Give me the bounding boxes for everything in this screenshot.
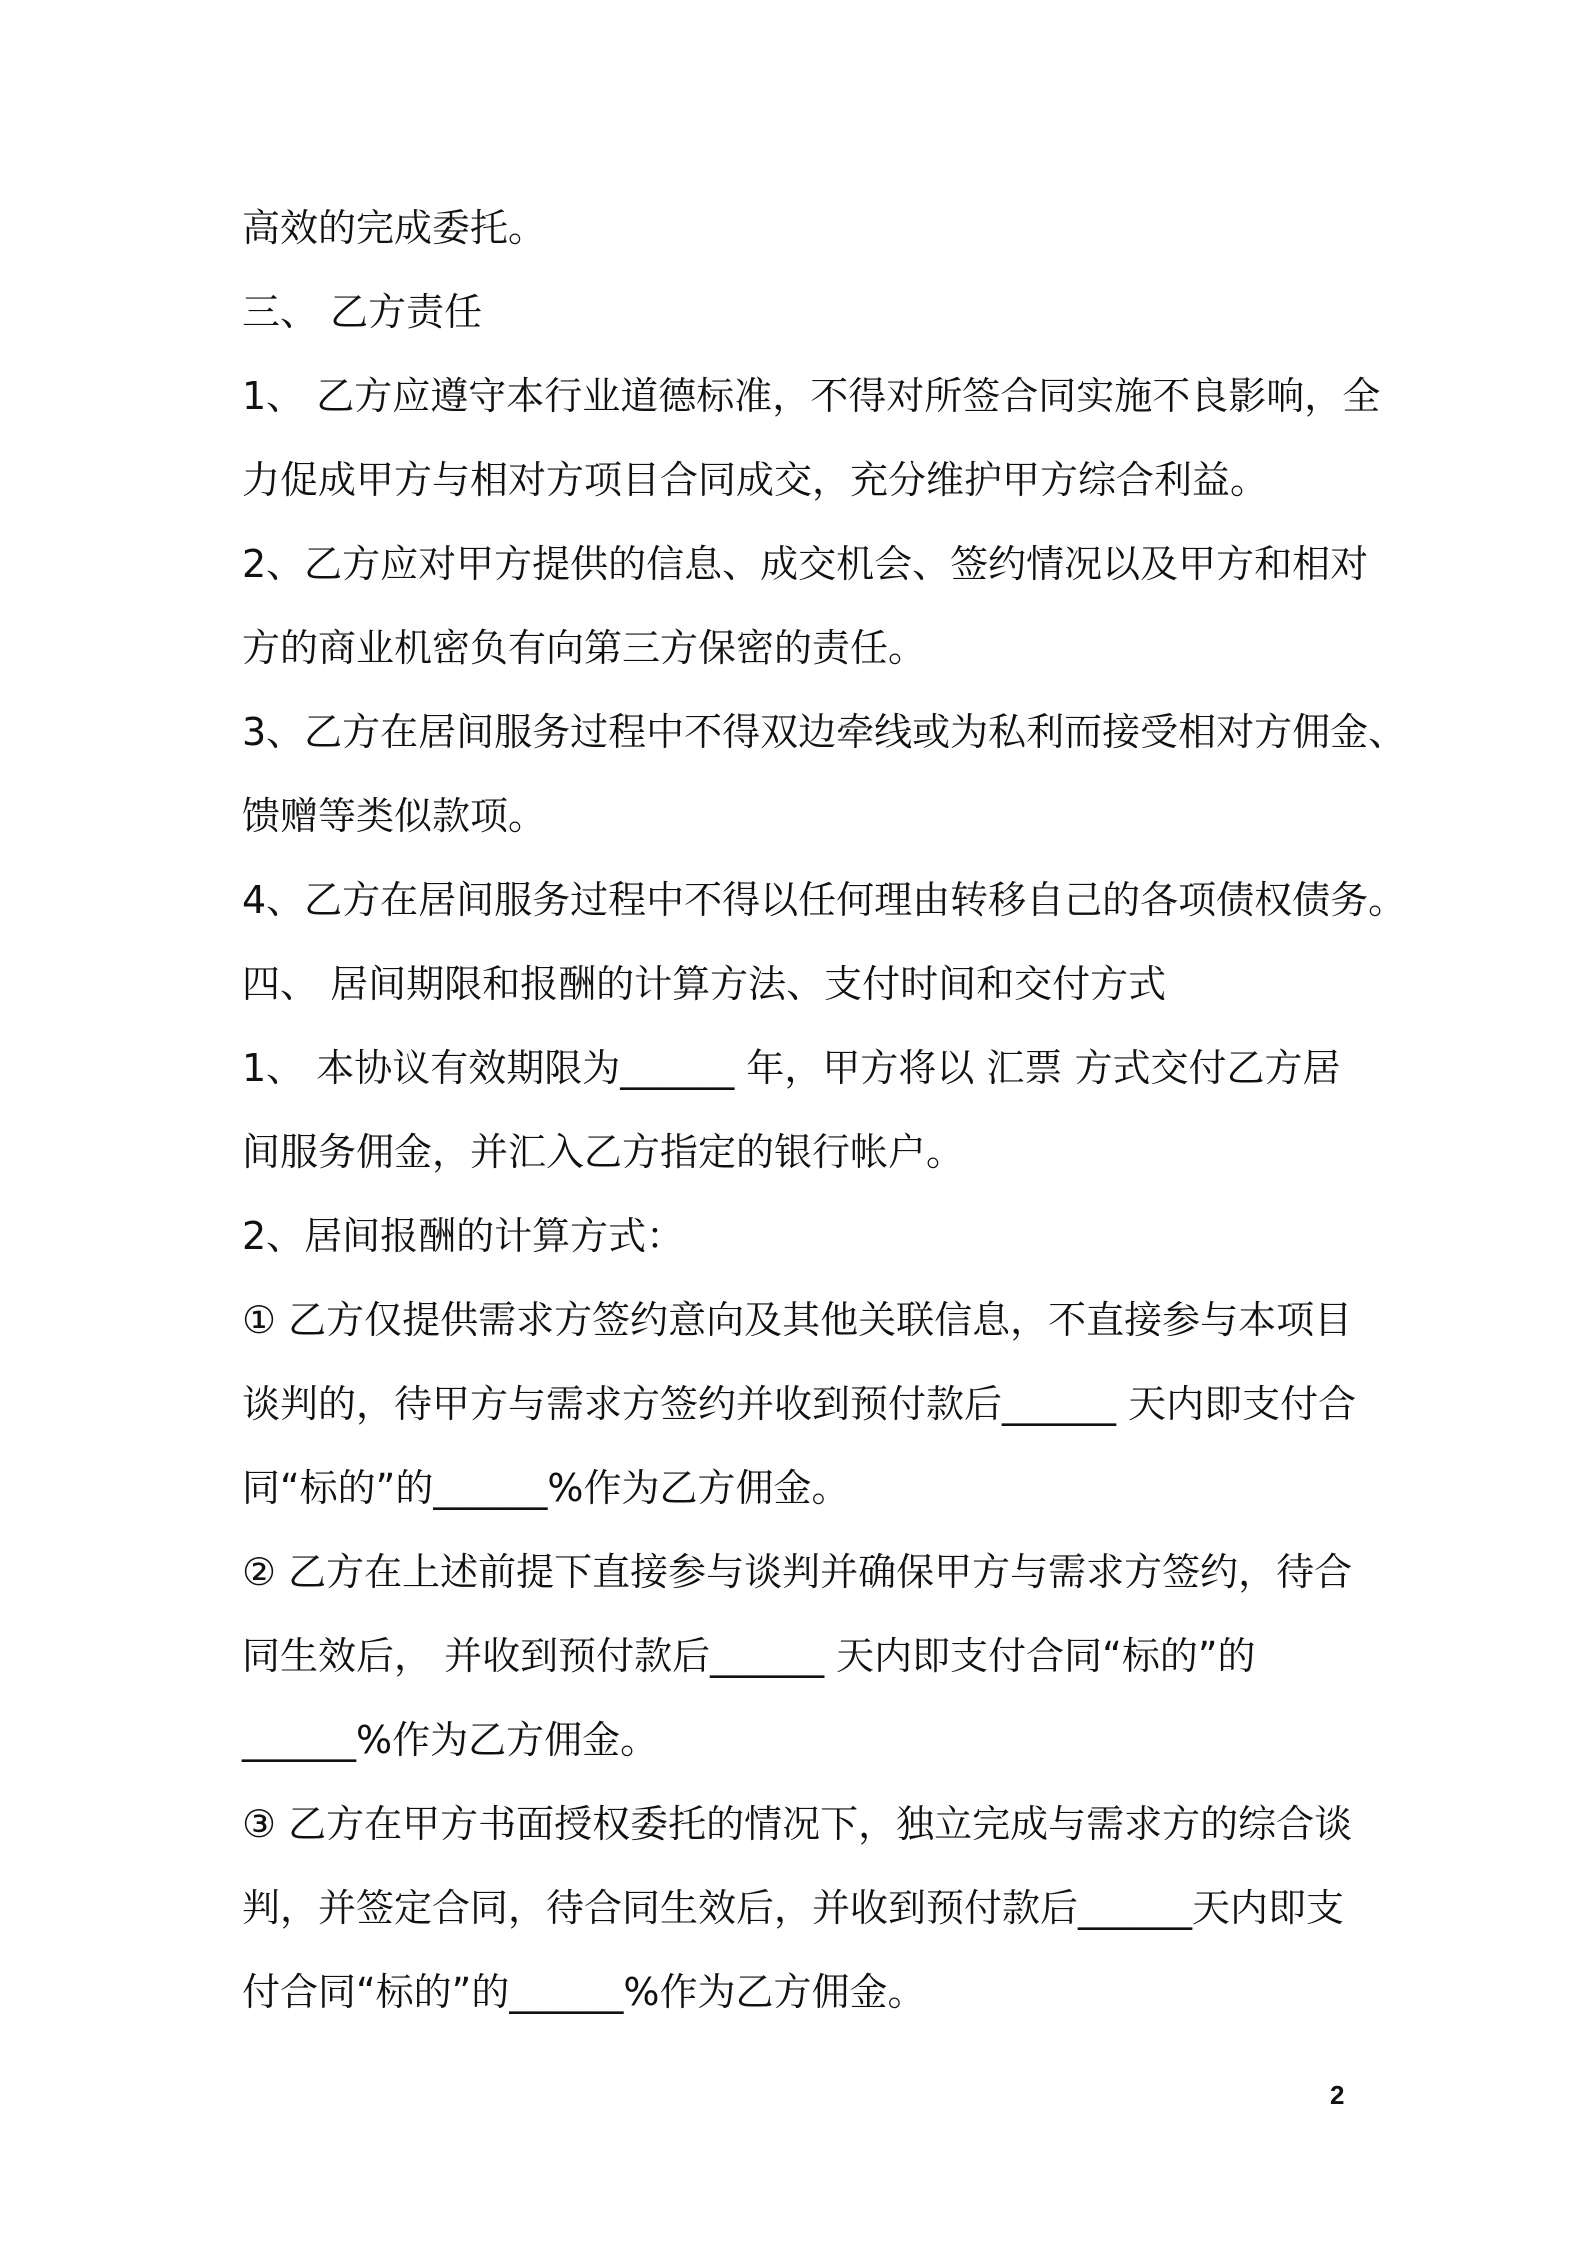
text-line: 方的商业机密负有向第三方保密的责任。 xyxy=(242,626,927,670)
section-heading: 四、 居间期限和报酬的计算方法、支付时间和交付方式 xyxy=(242,962,1167,1006)
text-line: 3、乙方在居间服务过程中不得双边牵线或为私利而接受相对方佣金、 xyxy=(242,710,1407,754)
text-line: 判，并签定合同，待合同生效后，并收到预付款后______天内即支 xyxy=(242,1886,1345,1930)
text-line: 2、居间报酬的计算方式： xyxy=(242,1214,685,1258)
text-line: ② 乙方在上述前提下直接参与谈判并确保甲方与需求方签约，待合 xyxy=(242,1550,1353,1594)
text-line: 力促成甲方与相对方项目合同成交，充分维护甲方综合利益。 xyxy=(242,458,1269,502)
text-line: 高效的完成委托。 xyxy=(242,206,547,250)
page-number: 2 xyxy=(1330,2080,1345,2110)
text-line: 4、乙方在居间服务过程中不得以任何理由转移自己的各项债权债务。 xyxy=(242,878,1407,922)
text-line: ① 乙方仅提供需求方签约意向及其他关联信息，不直接参与本项目 xyxy=(242,1298,1353,1342)
section-heading: 三、 乙方责任 xyxy=(242,290,483,334)
text-line: 2、乙方应对甲方提供的信息、成交机会、签约情况以及甲方和相对 xyxy=(242,542,1369,586)
text-line: 同生效后， 并收到预付款后______ 天内即支付合同“标的”的 xyxy=(242,1634,1256,1678)
text-line: 付合同“标的”的______%作为乙方佣金。 xyxy=(242,1970,926,2014)
text-line: 同“标的”的______%作为乙方佣金。 xyxy=(242,1466,850,1510)
text-line: 间服务佣金，并汇入乙方指定的银行帐户。 xyxy=(242,1130,965,1174)
text-line: 谈判的，待甲方与需求方签约并收到预付款后______ 天内即支付合 xyxy=(242,1382,1357,1426)
text-line: 1、 本协议有效期限为______ 年，甲方将以 汇票 方式交付乙方居 xyxy=(242,1046,1341,1090)
text-line: 1、 乙方应遵守本行业道德标准，不得对所签合同实施不良影响，全 xyxy=(242,374,1381,418)
text-line: ______%作为乙方佣金。 xyxy=(242,1718,659,1762)
text-line: 馈赠等类似款项。 xyxy=(242,794,547,838)
text-line: ③ 乙方在甲方书面授权委托的情况下，独立完成与需求方的综合谈 xyxy=(242,1802,1353,1846)
